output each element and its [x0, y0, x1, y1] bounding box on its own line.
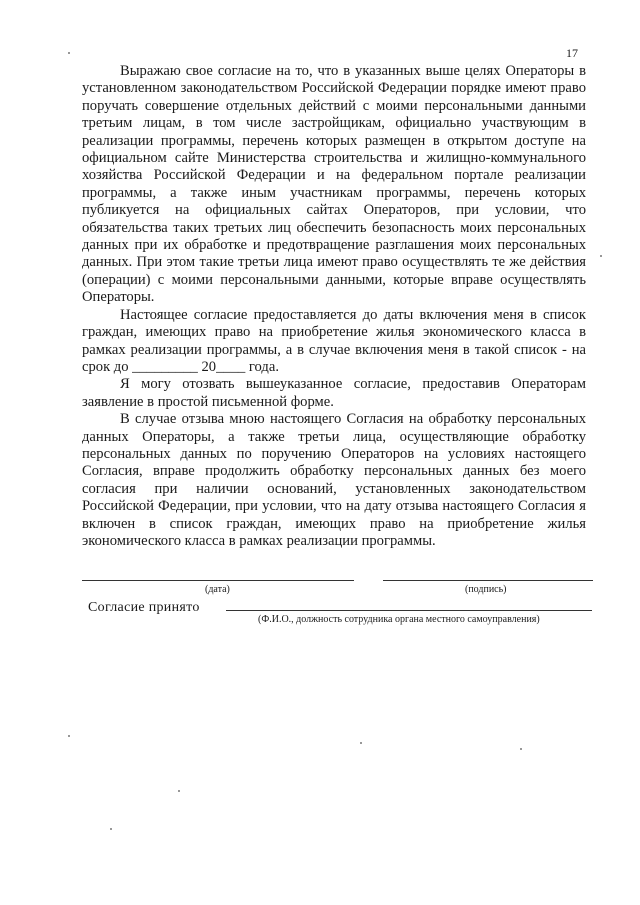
scan-speck	[600, 255, 602, 257]
date-caption: (дата)	[205, 584, 230, 595]
consent-text-body	[82, 63, 586, 550]
paragraph-validity-term: Настоящее согласие предоставляется до даты включения меня в список граждан, имеющих право на приобретение жилья экономического класса в рамках реализации программы, а в случае включения меня в такой список - на срок до _________ 20____ года.	[82, 306, 586, 375]
paragraph-revocation: Я могу отозвать вышеуказанное согласие, предоставив Операторам заявление в простой письменной форме.	[82, 376, 586, 410]
scan-speck	[68, 52, 70, 54]
scan-speck	[520, 748, 522, 750]
scan-speck	[360, 742, 362, 744]
page-number: 17	[566, 46, 578, 60]
employee-caption: (Ф.И.О., должность сотрудника органа местного самоуправления)	[258, 614, 540, 625]
employee-line[interactable]	[226, 610, 592, 611]
scan-speck	[68, 735, 70, 737]
scan-speck	[110, 828, 112, 830]
date-line[interactable]	[82, 580, 354, 581]
paragraph-revocation-consequences: В случае отзыва мною настоящего Согласия на обработку персональных данных Операторы, а также третьи лица, осуществляющие обработку персональных данных по поручению Операторов на условиях настоящего Согласия, вправе продолжить обработку персональных данных без моего согласия при наличии оснований, установленных законодательством Российской Федерации, при условии, что на дату отзыва настоящего Согласия я включен в список граждан, имеющих право на приобретение жилья экономического класса в рамках реализации программы.	[82, 411, 586, 549]
paragraph-third-parties: Выражаю свое согласие на то, что в указанных выше целях Операторы в установленном законодательством Российской Федерации порядке имеют право поручать совершение отдельных действий с моими персональными данными третьим лицам, в том числе застройщикам, официально участвующим в реализации программы, перечень которых размещен в открытом доступе на официальном сайте Министерства строительства и жилищно-коммунального хозяйства Российской Федерации и на федеральном портале реализации программы, а также иным участникам программы, перечень которых публикуется на официальных сайтах Операторов, при условии, что обязательства таких третьих лиц обеспечить безопасность моих персональных данных при их обработке и предотвращение разглашения моих персональных данных. При этом такие третьи лица имеют право осуществлять те же действия (операции) с моими персональными данными, которые вправе осуществлять Операторы.	[82, 63, 586, 306]
scan-speck	[178, 790, 180, 792]
consent-accepted-label: Согласие принято	[88, 600, 200, 615]
signature-caption: (подпись)	[465, 584, 507, 595]
signature-line[interactable]	[383, 580, 593, 581]
